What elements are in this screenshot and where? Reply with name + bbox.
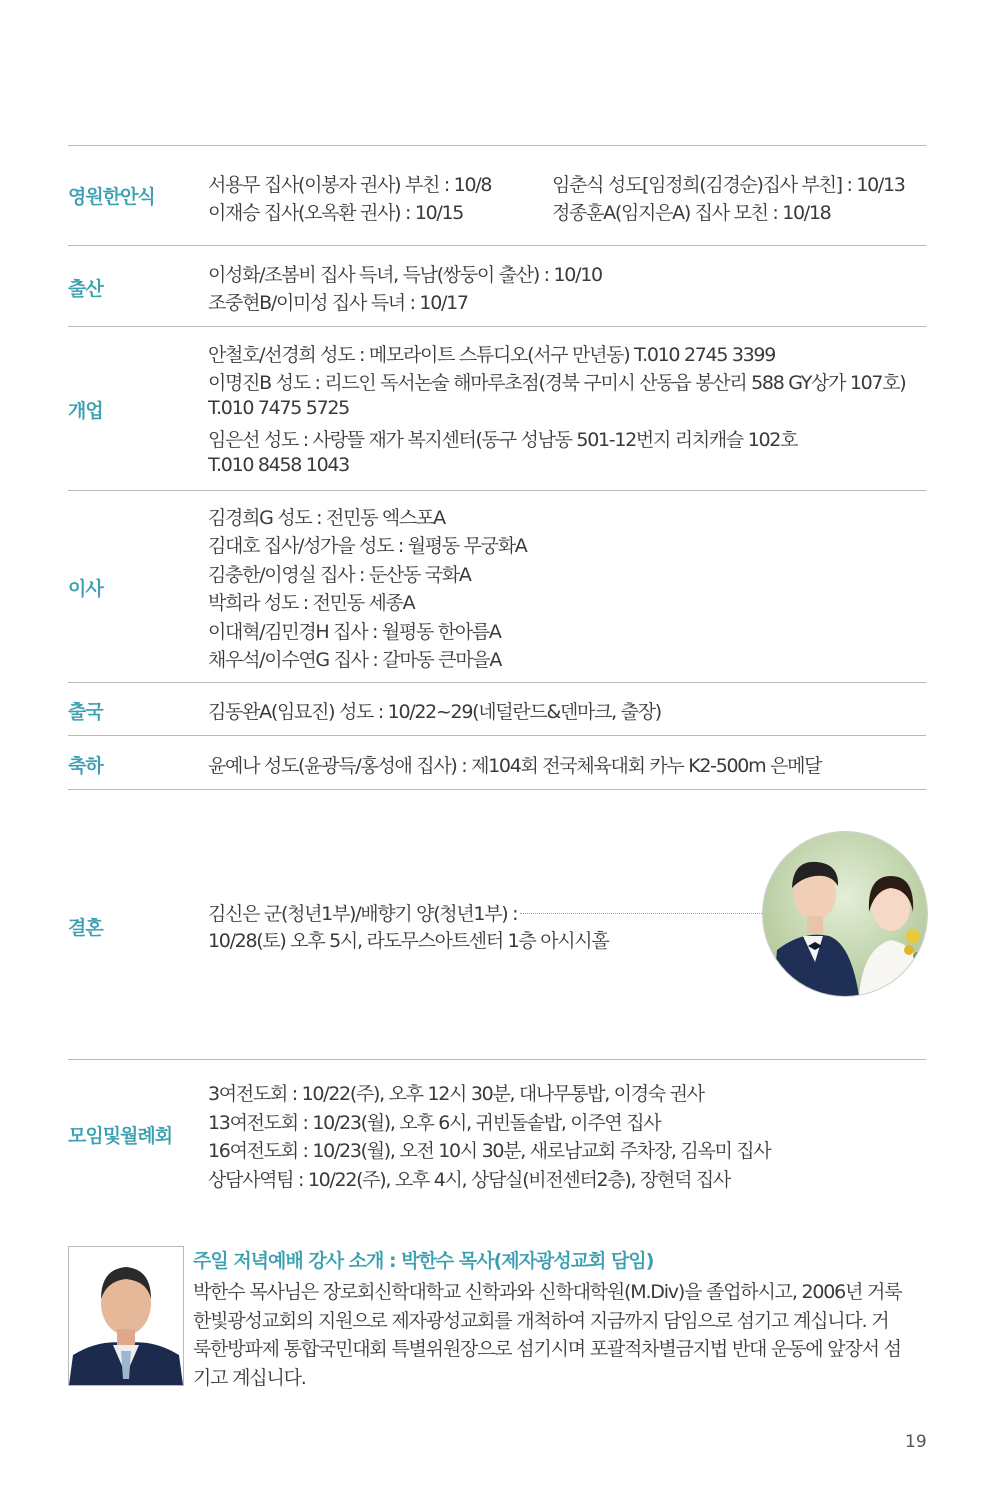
business-entry: 임은선 성도 : 사랑뜰 재가 복지센터(동구 성남동 501-12번지 리치캐슬 102호: [208, 429, 798, 451]
meeting-entry: 상담사역팀 : 10/22(주), 오후 4시, 상담실(비전센터2층), 장현덕 집사: [208, 1169, 730, 1191]
travel-entry: 김동완A(임묘진) 성도 : 10/22~29(네덜란드&덴마크, 출장): [208, 701, 661, 723]
wedding-entry: 김신은 군(청년1부)/배향기 양(청년1부) :: [208, 903, 518, 925]
birth-entry: 이성화/조봄비 집사 득녀, 득남(쌍둥이 출산) : 10/10: [208, 264, 602, 286]
speaker-intro-title: 주일 저녁예배 강사 소개 : 박한수 목사(제자광성교회 담임): [193, 1250, 654, 1272]
dotted-leader: [520, 913, 762, 914]
business-entry: T.010 7475 5725: [208, 397, 349, 419]
speaker-intro-text: 박한수 목사님은 장로회신학대학교 신학과와 신학대학원(M.Div)을 졸업하시고, 2006년 거룩: [193, 1281, 902, 1303]
speaker-portrait: [68, 1246, 184, 1386]
speaker-intro-text: 기고 계십니다.: [193, 1367, 306, 1389]
meeting-entry: 3여전도회 : 10/22(주), 오후 12시 30분, 대나무통밥, 이경숙 권사: [208, 1083, 704, 1105]
memorial-entry: 이재승 집사(오옥환 권사) : 10/15: [208, 202, 464, 224]
section-title-wedding: 결혼: [68, 917, 103, 939]
wedding-couple-photo: [762, 831, 928, 997]
divider: [68, 245, 926, 246]
business-entry: 안철호/선경희 성도 : 메모라이트 스튜디오(서구 만년동) T.010 2745 3399: [208, 344, 775, 366]
section-title-meetings: 모임및월례회: [68, 1125, 173, 1147]
speaker-intro-text: 한빛광성교회의 지원으로 제자광성교회를 개척하여 지금까지 담임으로 섬기고 계십니다. 거: [193, 1310, 889, 1332]
moving-entry: 채우석/이수연G 집사 : 갈마동 큰마을A: [208, 649, 502, 671]
divider: [68, 789, 926, 790]
moving-entry: 김대호 집사/성가을 성도 : 월평동 무궁화A: [208, 535, 527, 557]
wedding-entry: 10/28(토) 오후 5시, 라도무스아트센터 1층 아시시홀: [208, 930, 609, 952]
memorial-entry: 정종훈A(임지은A) 집사 모친 : 10/18: [552, 202, 831, 224]
divider: [68, 490, 926, 491]
moving-entry: 박희라 성도 : 전민동 세종A: [208, 592, 415, 614]
business-entry: 이명진B 성도 : 리드인 독서논술 해마루초점(경북 구미시 산동읍 봉산리 588 GY상가 107호): [208, 372, 906, 394]
birth-entry: 조중현B/이미성 집사 득녀 : 10/17: [208, 292, 468, 314]
divider: [68, 326, 926, 327]
divider: [68, 1059, 926, 1060]
divider: [68, 735, 926, 736]
moving-entry: 이대혁/김민경H 집사 : 월평동 한아름A: [208, 621, 501, 643]
congrats-entry: 윤예나 성도(윤광득/홍성애 집사) : 제104회 전국체육대회 카누 K2-500m 은메달: [208, 755, 822, 777]
section-title-birth: 출산: [68, 278, 103, 300]
business-entry: T.010 8458 1043: [208, 454, 349, 476]
speaker-intro-text: 룩한방파제 통합국민대회 특별위원장으로 섬기시며 포괄적차별금지법 반대 운동에 앞장서 섬: [193, 1338, 901, 1360]
section-title-moving: 이사: [68, 578, 103, 600]
memorial-entry: 서용무 집사(이봉자 권사) 부친 : 10/8: [208, 174, 492, 196]
page-number: 19: [905, 1432, 927, 1452]
section-title-business: 개업: [68, 400, 103, 422]
divider: [68, 682, 926, 683]
section-title-memorial: 영원한안식: [68, 186, 155, 208]
meeting-entry: 16여전도회 : 10/23(월), 오전 10시 30분, 새로남교회 주차장, 김옥미 집사: [208, 1140, 771, 1162]
divider: [68, 145, 926, 146]
memorial-entry: 임춘식 성도[임정희(김경순)집사 부친] : 10/13: [552, 174, 905, 196]
meeting-entry: 13여전도회 : 10/23(월), 오후 6시, 귀빈돌솥밥, 이주연 집사: [208, 1112, 661, 1134]
section-title-travel: 출국: [68, 701, 103, 723]
moving-entry: 김충한/이영실 집사 : 둔산동 국화A: [208, 564, 471, 586]
section-title-congrats: 축하: [68, 755, 103, 777]
moving-entry: 김경희G 성도 : 전민동 엑스포A: [208, 507, 445, 529]
